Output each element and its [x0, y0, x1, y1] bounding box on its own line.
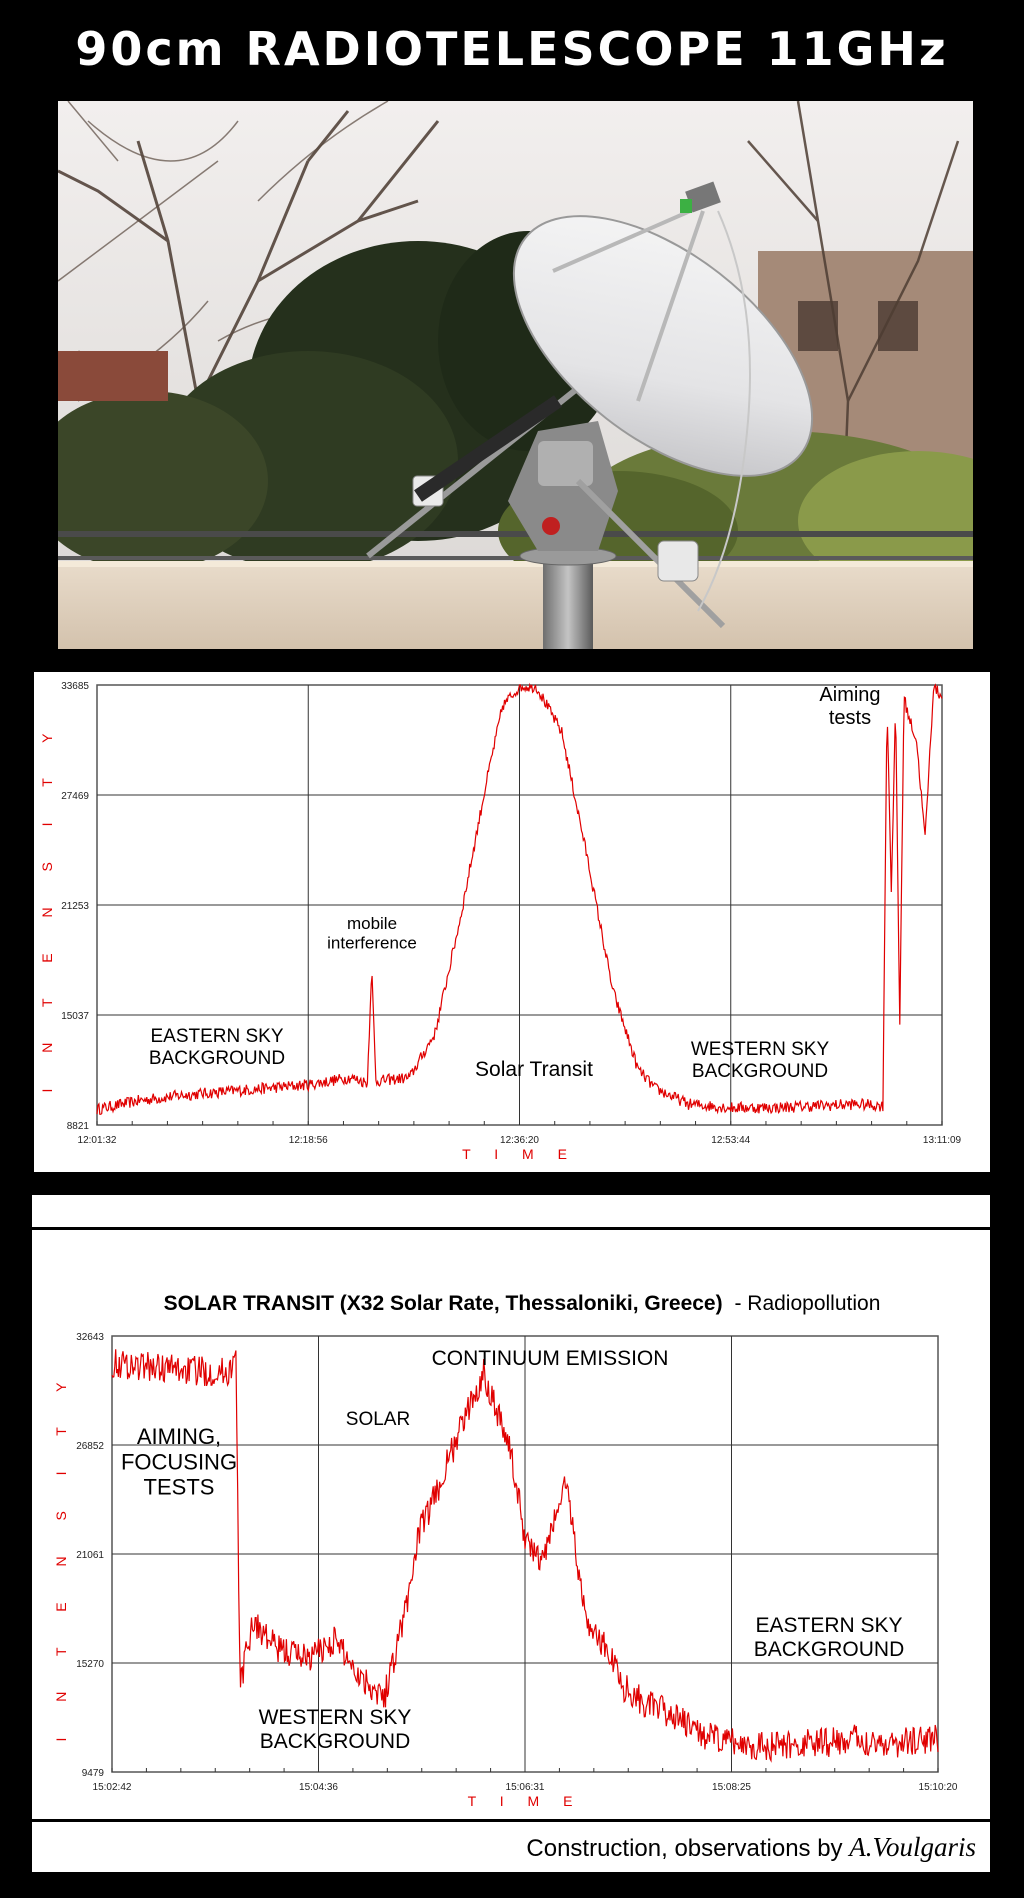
y-tick-label: 21253: [61, 901, 89, 912]
annotation: [819, 684, 880, 729]
annotation-line: interference: [327, 933, 417, 953]
annotation-line: CONTINUUM EMISSION: [431, 1347, 669, 1370]
annotation-line: SOLAR: [345, 1409, 411, 1430]
annotation-line: BACKGROUND: [753, 1638, 905, 1662]
annotation-line: BACKGROUND: [259, 1730, 411, 1754]
annotation-line: FOCUSING: [120, 1449, 238, 1475]
x-tick-label: 15:08:25: [712, 1782, 751, 1793]
page-title: 90cm RADIOTELESCOPE 11GHz: [75, 22, 949, 76]
x-tick-label: 12:53:44: [711, 1135, 751, 1146]
x-tick-label: 15:06:31: [505, 1782, 545, 1793]
chart-title: [164, 1292, 881, 1315]
annotation-line: WESTERN SKY: [690, 1039, 830, 1060]
annotation-line: AIMING,: [136, 1424, 222, 1449]
annotation-line: mobile: [346, 914, 398, 933]
x-tick-label: 13:11:09: [922, 1135, 962, 1146]
x-tick-label: 12:01:32: [77, 1135, 117, 1146]
annotation-line: WESTERN SKY: [258, 1706, 412, 1729]
annotation: [432, 1347, 669, 1370]
chart-title-suffix: - Radiopollution: [734, 1292, 881, 1315]
annotation-line: EASTERN SKY: [150, 1026, 284, 1047]
y-tick-label: 9479: [81, 1768, 104, 1779]
credits-text: [526, 1832, 976, 1863]
y-axis-label: I N T E N S I T Y: [53, 1366, 69, 1742]
y-tick-label: 15037: [61, 1011, 89, 1022]
x-tick-label: 15:10:20: [918, 1782, 958, 1793]
y-axis-label: I N T E N S I T Y: [39, 717, 55, 1093]
chart-title-main: SOLAR TRANSIT (X32 Solar Rate, Thessaloniki, Greece): [163, 1292, 723, 1315]
y-tick-label: 21061: [76, 1550, 104, 1561]
annotation-line: Solar Transit: [475, 1058, 593, 1081]
x-tick-label: 15:02:42: [92, 1782, 132, 1793]
annotation-line: tests: [828, 707, 872, 729]
y-tick-label: 15270: [76, 1659, 104, 1670]
annotation: [754, 1614, 905, 1661]
chart-1: [34, 672, 990, 1172]
chart-2: [32, 1195, 990, 1819]
x-tick-label: 12:36:20: [500, 1135, 539, 1146]
annotation: [121, 1424, 237, 1500]
annotation: [327, 914, 417, 953]
author-signature: A.Voulgaris: [849, 1832, 976, 1862]
chart-panel-2: [32, 1195, 990, 1819]
annotation-line: Aiming: [819, 684, 881, 706]
credits-footer: [32, 1822, 990, 1872]
y-tick-label: 32643: [76, 1332, 104, 1343]
y-tick-label: 33685: [61, 681, 89, 692]
annotation-line: EASTERN SKY: [755, 1614, 903, 1637]
annotation: [259, 1706, 412, 1753]
x-tick-label: 15:04:36: [299, 1782, 338, 1793]
y-tick-label: 27469: [61, 791, 89, 802]
x-axis-label: T I M E: [467, 1793, 583, 1809]
x-axis-label: T I M E: [462, 1146, 577, 1162]
annotation-line: BACKGROUND: [691, 1060, 829, 1082]
y-tick-label: 8821: [66, 1121, 89, 1132]
annotation-line: BACKGROUND: [148, 1047, 286, 1069]
annotation: [475, 1058, 593, 1081]
annotation: [149, 1026, 285, 1069]
x-tick-label: 12:18:56: [288, 1135, 328, 1146]
chart-panel-1: [34, 672, 990, 1172]
annotation-line: TESTS: [143, 1474, 215, 1500]
annotation: [691, 1039, 830, 1082]
annotation: [346, 1409, 410, 1430]
y-tick-label: 26852: [76, 1441, 104, 1452]
credits-label: Construction, observations by: [526, 1835, 843, 1862]
telescope-photo: [58, 101, 973, 649]
